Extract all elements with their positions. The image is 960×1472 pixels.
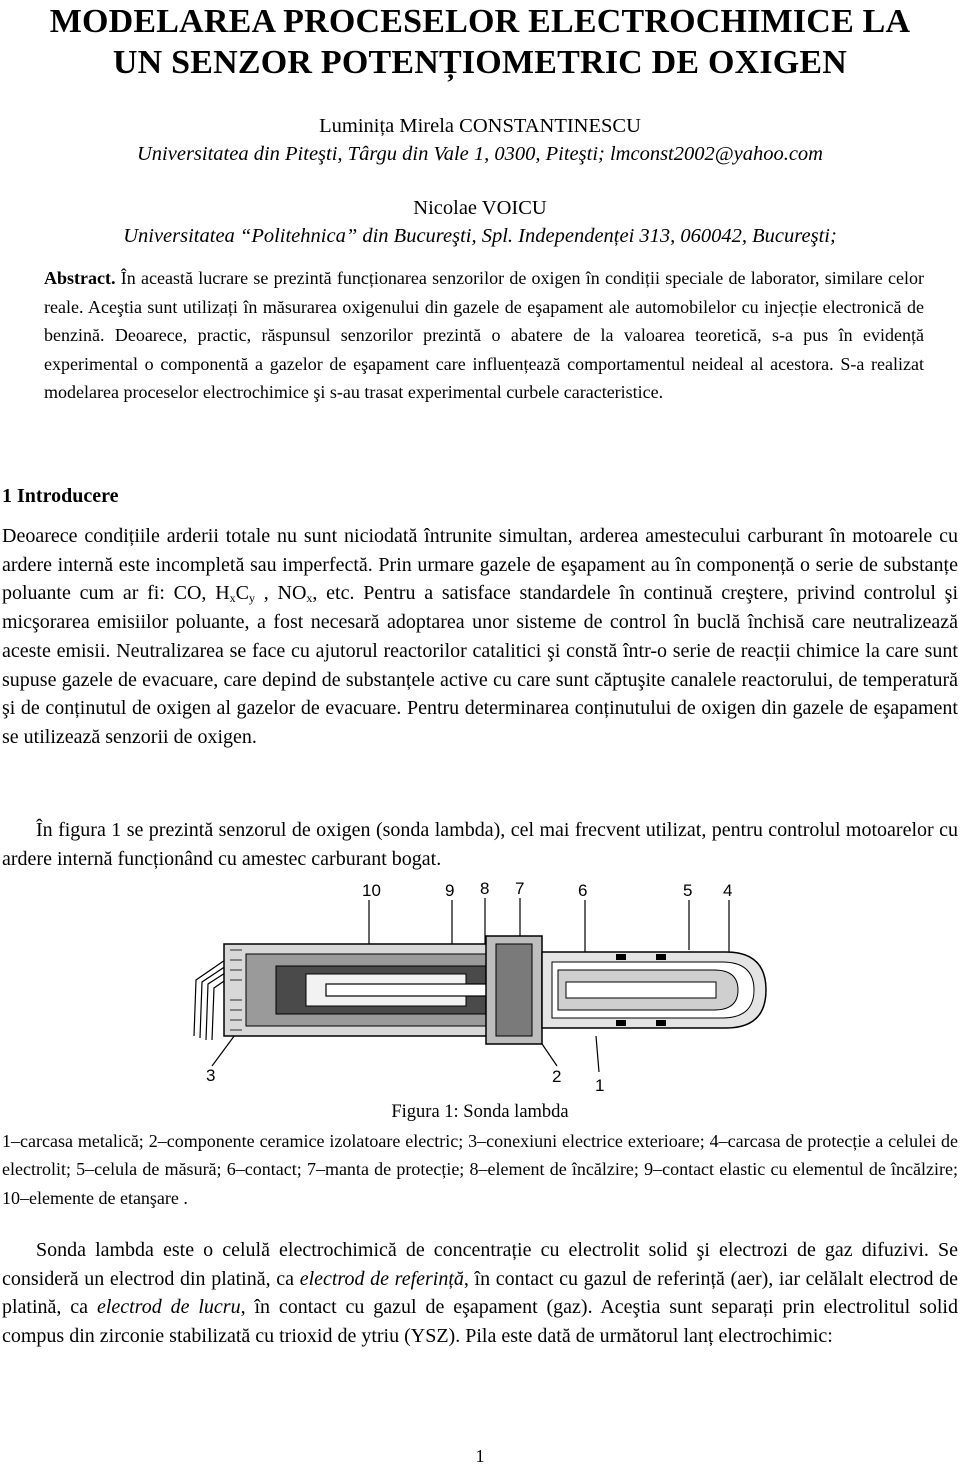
intro-paragraph-2: În figura 1 se prezintă senzorul de oxigen (sonda lambda), cel mai frecvent utilizat, pentru controlul motoarelor cu ardere internă funcționând cu amestec carburant bogat. [2, 819, 958, 870]
abstract-label: Abstract. [44, 268, 116, 288]
intro-p1-text-b: , etc. Pentru a satisface standardele în continuă creştere, privind controlul şi micşorarea emisiilor poluante, a fost necesară adoptarea unor sisteme de control în buclă închisă care neutralizează aceste emisii. Neutralizarea se face cu ajutorul reactorilor catalitici şi constă într-o serie de reacții chimice la care sunt supuse gazele de evacuare, care depind de substanțele active cu care sunt căptuşite canalele reactorului, de temperatură şi de conținutul de oxigen al gazelor de evacuare. Pentru determinarea conținutului de oxigen din gazele de eşapament se utilizează senzorii de oxigen. [2, 582, 958, 748]
figure-label-10: 10 [362, 881, 381, 900]
p3-italic-reference-electrode: electrod de referință [299, 1267, 464, 1290]
p3-text-b: , în contact cu gazul de referință (aer), iar celălalt electrod de platină, ca [2, 1267, 958, 1319]
author-affiliation-1: Universitatea din Piteşti, Târgu din Vale 1, 0300, Piteşti; lmconst2002@yahoo.com [137, 143, 823, 165]
figure-label-8: 8 [480, 879, 490, 898]
lambda-sensor-figure [186, 870, 776, 1095]
figure-caption: Figura 1: Sonda lambda [391, 1102, 569, 1122]
p3-text-a: Sonda lambda este o celulă electrochimică de concentrație cu electrolit solid şi electrozi de gaz difuzivi. Se consideră un electrod din platină, ca [2, 1239, 958, 1290]
figure-label-7: 7 [515, 879, 525, 898]
subscript-y: y [248, 591, 255, 606]
paper-title-line1: MODELAREA PROCESELOR ELECTROCHIMICE LA [49, 3, 911, 40]
figure-label-9: 9 [445, 881, 455, 900]
figure-label-5: 5 [683, 881, 693, 900]
p3-text-c: , în contact cu gazul de eşapament (gaz). Aceştia sunt separați prin electrolitul solid compus din zirconie stabilizată cu trioxid de ytriu (YSZ). Pila este dată de următorul lanț electrochimic: [2, 1296, 958, 1348]
intro-p1-text-a: Deoarece condițiile arderii totale nu sunt niciodată întrunite simultan, arderea amestecului carburant în motoarele cu ardere internă este incompletă sau imperfectă. Prin urmare gazele de eşapament au în componență o serie de substanțe poluante cum ar fi: CO, H [2, 525, 958, 605]
author-name-2: Nicolae VOICU [413, 197, 547, 219]
author-affiliation-2: Universitatea “Politehnica” din Bucureşti, Spl. Independenței 313, 060042, Bucureşti; [123, 225, 837, 247]
page-number: 1 [475, 1446, 485, 1466]
subscript-x2: x [306, 591, 313, 606]
author-name-1: Luminița Mirela CONSTANTINESCU [319, 115, 641, 137]
section-heading-introducere: 1 Introducere [2, 485, 119, 507]
figure-label-2: 2 [552, 1067, 562, 1086]
figure-label-4: 4 [723, 881, 733, 900]
intro-p1-text-no: , NO [254, 582, 307, 605]
figure-legend: 1–carcasa metalică; 2–componente ceramice izolatoare electric; 3–conexiuni electrice exterioare; 4–carcasa de protecție a celulei de electrolit; 5–celula de măsură; 6–contact; 7–manta de protecție; 8–element de încălzire; 9–contact elastic cu elementul de încălzire; 10–elemente de etanşare . [2, 1131, 958, 1208]
abstract-text: În această lucrare se prezintă funcționarea senzorilor de oxigen în condiții speciale de laborator, similare celor reale. Aceştia sunt utilizați în măsurarea oxigenului din gazele de eşapament ale automobilelor cu injecție electronică de benzină. Deoarece, practic, răspunsul senzorilor prezintă o abatere de la valoarea teoretică, s-a pus în evidență experimental o componentă a gazelor de eşapament care influențează comportamentul neideal al acestora. S-a realizat modelarea proceselor electrochimice şi s-au trasat experimental curbele caracteristice. [44, 268, 924, 403]
intro-paragraph-3 [2, 1236, 958, 1351]
figure-label-3: 3 [206, 1066, 216, 1085]
intro-paragraph-1 [2, 522, 958, 752]
subscript-x: x [229, 591, 236, 606]
paper-title-line2: UN SENZOR POTENȚIOMETRIC DE OXIGEN [112, 44, 848, 81]
intro-p1-text-c: C [235, 582, 249, 605]
figure-label-1: 1 [595, 1076, 605, 1095]
figure-label-6: 6 [578, 881, 588, 900]
p3-italic-working-electrode: electrod de lucru [96, 1296, 241, 1319]
abstract [44, 264, 924, 407]
